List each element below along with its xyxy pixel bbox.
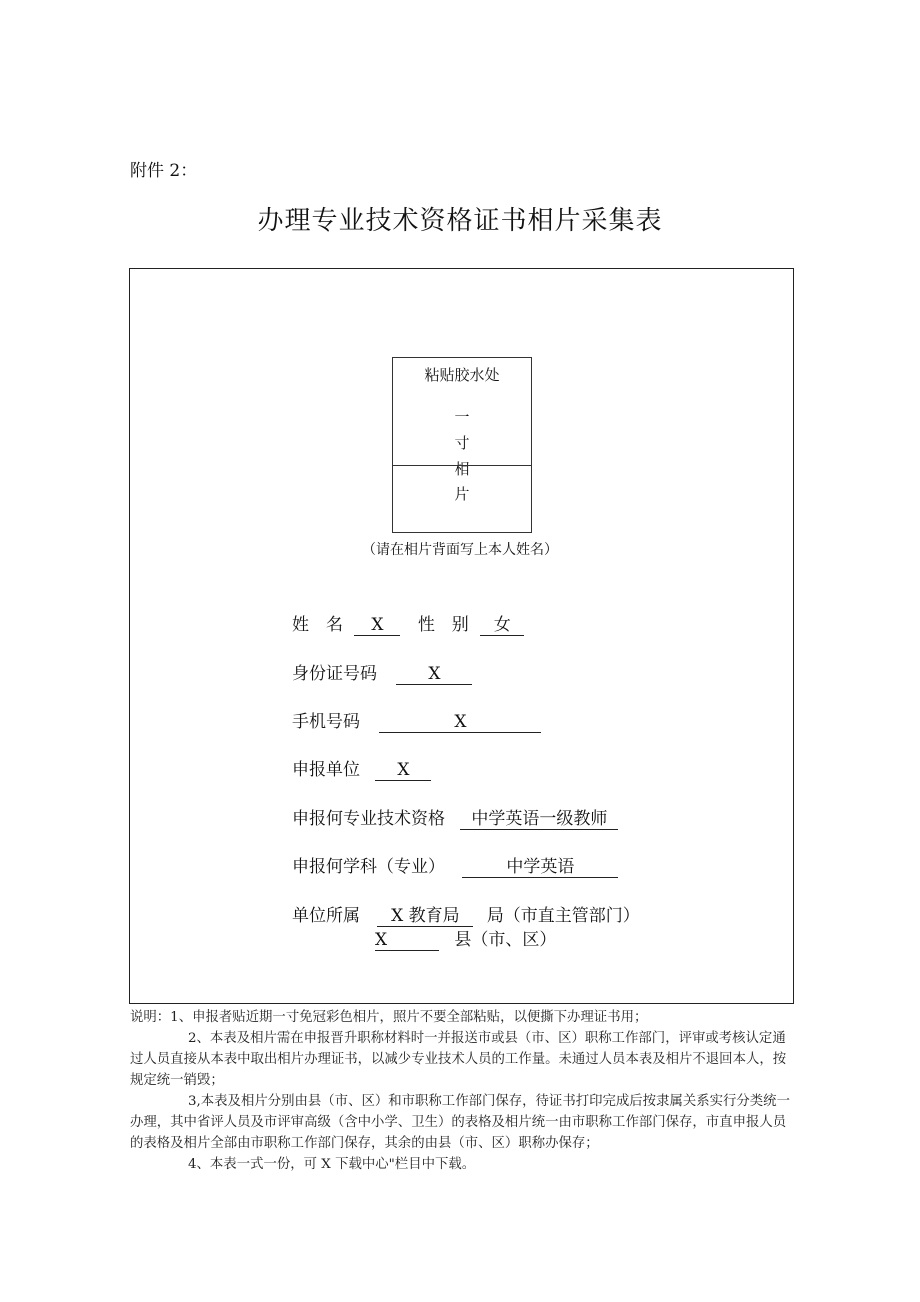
affiliation-label: 单位所属 [292, 906, 360, 926]
phone-label: 手机号码 [292, 712, 360, 732]
unit-row [292, 755, 431, 781]
id-field[interactable]: X [396, 664, 472, 685]
notes-block [130, 1007, 798, 1175]
page-title: 办理专业技术资格证书相片采集表 [257, 206, 663, 236]
subject-row [292, 852, 618, 878]
county-field[interactable]: X [375, 930, 439, 951]
unit-label: 申报单位 [292, 760, 360, 780]
name-row [292, 610, 524, 636]
county-row [375, 925, 556, 951]
id-row [292, 659, 472, 685]
note-1: 说明：1、申报者贴近期一寸免冠彩色相片，照片不要全部粘贴，以便撕下办理证书用； [130, 1010, 648, 1025]
phone-row [292, 707, 541, 733]
county-suffix: 县（市、区） [454, 930, 557, 950]
qualification-field[interactable]: 中学英语一级教师 [460, 809, 618, 830]
photo-char: 片 [454, 485, 470, 503]
photo-box [392, 357, 532, 533]
gender-label: 性 别 [417, 615, 469, 635]
qualification-row [292, 804, 618, 830]
photo-note: （请在相片背面写上本人姓名） [362, 542, 558, 558]
subject-label: 申报何学科（专业） [292, 857, 445, 877]
id-label: 身份证号码 [292, 664, 377, 684]
photo-char: 相 [454, 460, 470, 478]
subject-field[interactable]: 中学英语 [462, 857, 618, 878]
name-field[interactable]: X [354, 615, 400, 636]
photo-divider [393, 465, 531, 466]
photo-char: 一 [454, 408, 470, 426]
note-3: 3,本表及相片分别由县（市、区）和市职称工作部门保存，待证书打印完成后按隶属关系实行分类统一办理，其中省评人员及市评审高级（含中小学、卫生）的表格及相片统一由市职称工作部门保存，市直申报人员的表格及相片全部由市职称工作部门保存，其余的由县（市、区）职称办保存； [130, 1094, 790, 1151]
affiliation-field[interactable]: X 教育局 [377, 906, 473, 927]
unit-field[interactable]: X [375, 760, 431, 781]
qualification-label: 申报何专业技术资格 [292, 809, 445, 829]
affiliation-row [292, 901, 640, 927]
attachment-label: 附件 2： [130, 161, 198, 181]
gender-field[interactable]: 女 [480, 615, 524, 636]
note-4: 4、本表一式一份，可 X 下载中心"栏目中下载。 [188, 1157, 476, 1172]
phone-field[interactable]: X [379, 712, 541, 733]
glue-label: 粘贴胶水处 [424, 366, 500, 384]
affiliation-suffix: 局（市直主管部门） [486, 906, 640, 926]
name-label: 姓 名 [292, 615, 343, 635]
photo-char: 寸 [454, 434, 470, 452]
note-2: 2、本表及相片需在申报晋升职称材料时一并报送市或县（市、区）职称工作部门，评审或考核认定通过人员直接从本表中取出相片办理证书，以减少专业技术人员的工作量。未通过人员本表及相片不退回本人，按规定统一销毁； [130, 1031, 787, 1088]
